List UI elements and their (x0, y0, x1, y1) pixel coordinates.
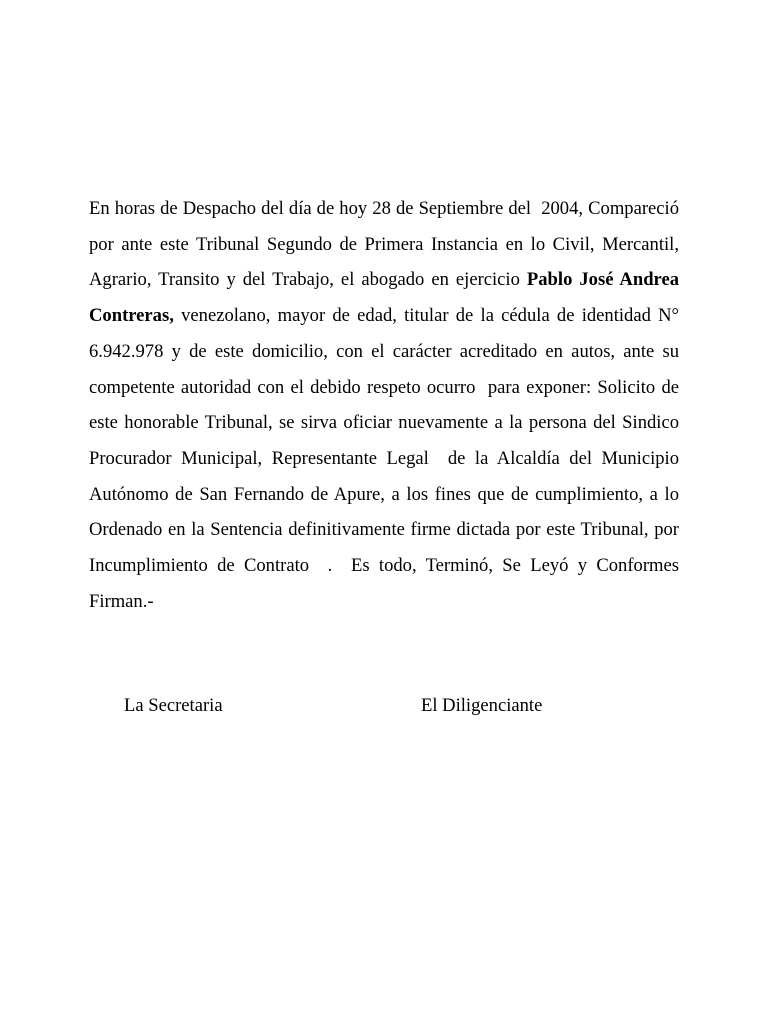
signature-label-secretary: La Secretaria (124, 695, 223, 716)
signature-label-applicant: El Diligenciante (421, 695, 543, 716)
paragraph-text-part-1: En horas de Despacho del día de hoy 28 de Septiembre del 2004, Compareció por ante este Tribunal Segundo de Primera Instancia en lo Civil, Mercantil, Agrario, Transito y del Trabajo, el abogado en ejercicio (89, 198, 684, 291)
document-body-paragraph (89, 191, 684, 619)
paragraph-text-part-2: venezolano, mayor de edad, titular de la cédula de identidad N° 6.942.978 y de este domicilio, con el carácter acreditado en autos, ante su competente autoridad con el debido respeto ocurro para exponer: Solicito de este honorable Tribunal, se sirva oficiar nuevamente a la persona del Sindico Procurador Municipal, Representante Legal de la Alcaldía del Municipio Autónomo de San Fernando de Apure, a los fines que de cumplimiento, a lo Ordenado en la Sentencia definitivamente firme dictada por este Tribunal, por Incumplimiento de Contrato . Es todo, Terminó, Se Leyó y Conformes Firman.- (89, 305, 684, 612)
lawyer-name: Pablo José Andrea Contreras, (89, 269, 684, 327)
